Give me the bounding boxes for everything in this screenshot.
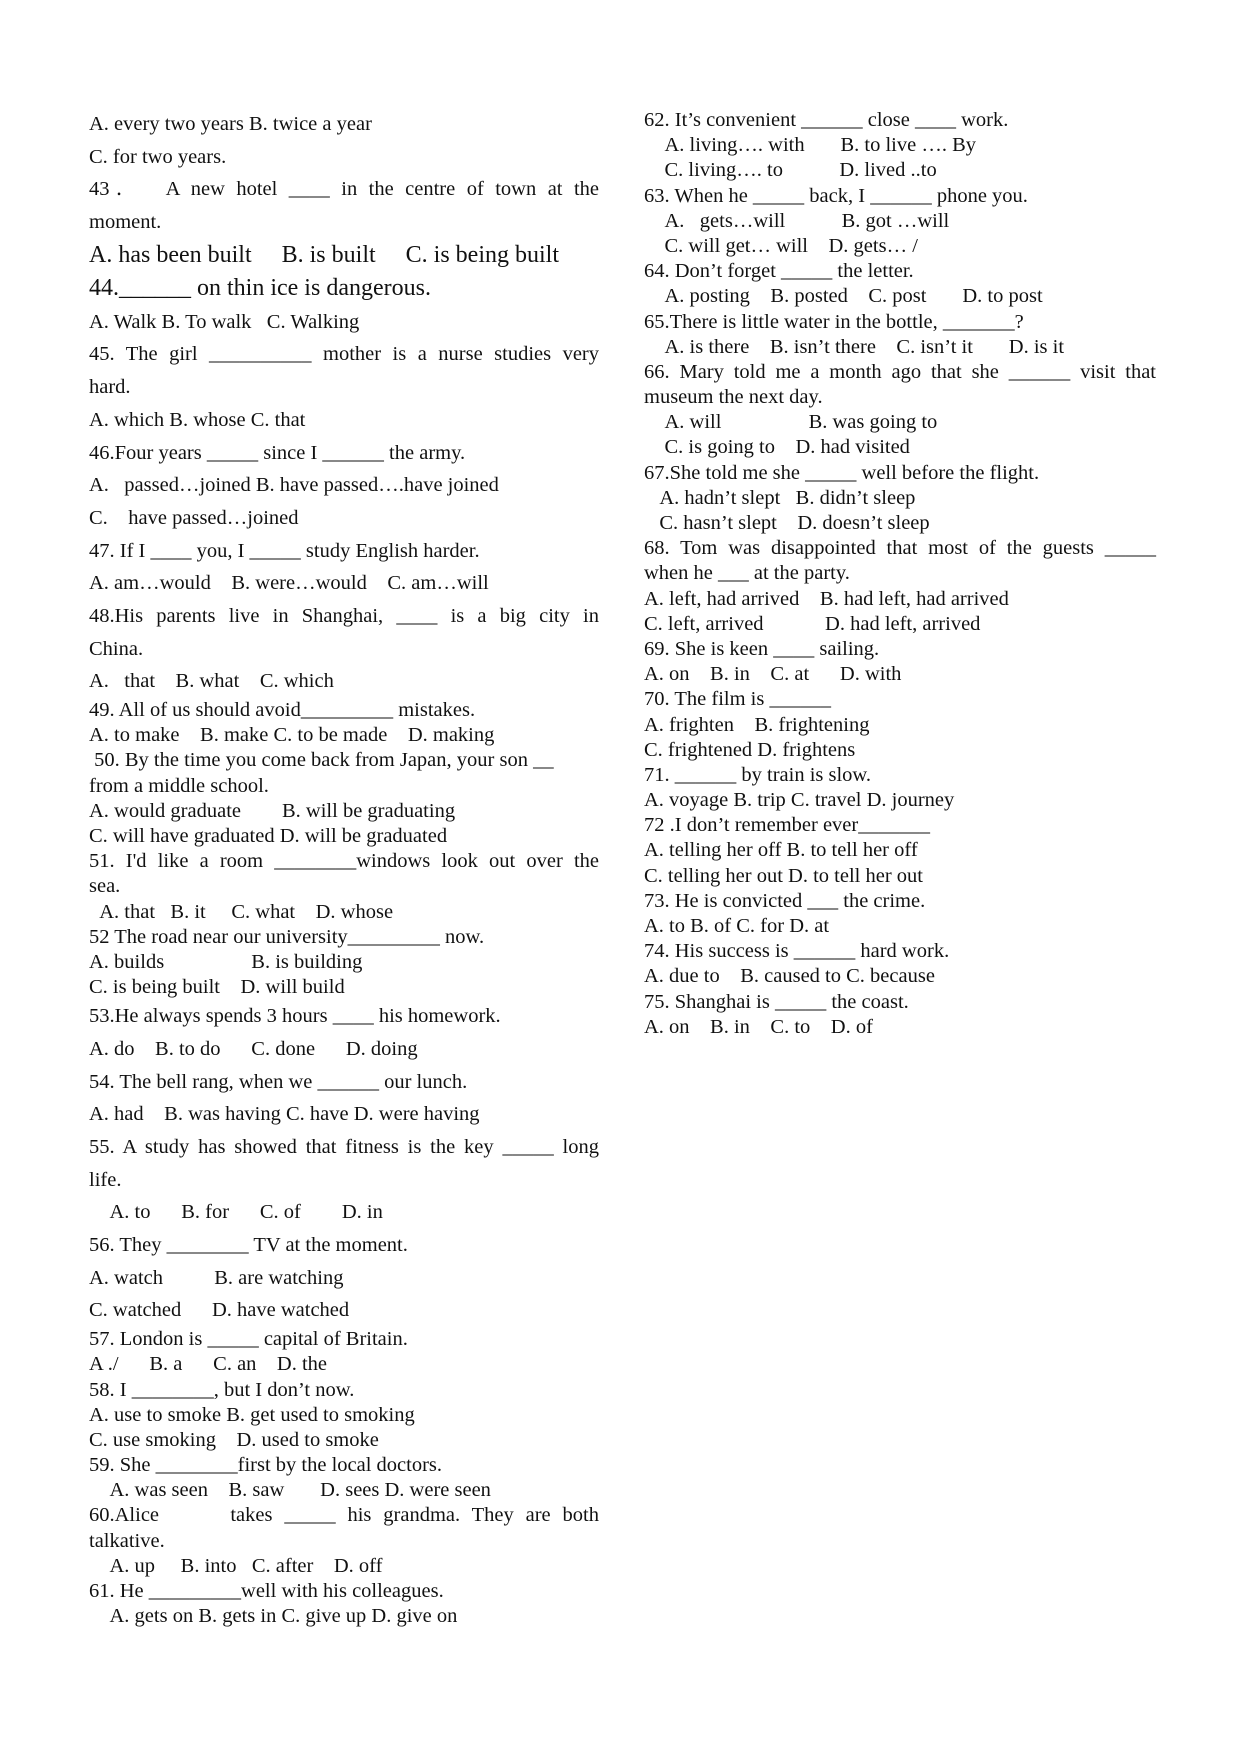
left-column — [89, 108, 599, 1629]
text-line: A. living…. with B. to live …. By — [644, 134, 976, 157]
text-line: A. passed…joined B. have passed….have joined — [89, 474, 499, 497]
text-line: A. telling her off B. to tell her off — [644, 839, 918, 862]
text-line: 61. He _________well with his colleagues. — [89, 1580, 444, 1602]
text-line: C. have passed…joined — [89, 506, 299, 529]
text-line: 73. He is convicted ___ the crime. — [644, 889, 926, 912]
text-line: 67.She told me she _____ well before the flight. — [644, 461, 1040, 484]
right-column — [644, 108, 1156, 1040]
text-line: C. living…. to D. lived ..to — [644, 159, 937, 182]
text-line: A. has been built B. is built C. is being built — [89, 241, 559, 268]
text-line: 68. Tom was disappointed that most of the guests _____ — [644, 537, 1156, 560]
text-line: 59. She ________first by the local doctors. — [89, 1454, 443, 1477]
text-line: moment. — [89, 211, 162, 234]
text-line: 63. When he _____ back, I ______ phone you. — [644, 184, 1028, 207]
text-line: A. due to B. caused to C. because — [644, 965, 935, 988]
text-line: C. left, arrived D. had left, arrived — [644, 612, 981, 635]
text-line: 56. They ________ TV at the moment. — [89, 1234, 408, 1257]
text-line: 64. Don’t forget _____ the letter. — [644, 260, 914, 283]
text-line: sea. — [89, 875, 121, 898]
text-line: hard. — [89, 376, 131, 399]
text-line: 45. The girl __________ mother is a nurse studies very — [89, 343, 599, 366]
text-line: A. am…would B. were…would C. am…will — [89, 572, 489, 595]
text-line: 75. Shanghai is _____ the coast. — [644, 990, 909, 1013]
text-line: life. — [89, 1168, 122, 1191]
text-line: C. hasn’t slept D. doesn’t sleep — [644, 512, 930, 534]
text-line: 49. All of us should avoid_________ mistakes. — [89, 699, 476, 721]
text-line: 44.______ on thin ice is dangerous. — [89, 275, 431, 302]
text-line: 52 The road near our university_________ now. — [89, 925, 485, 948]
text-line: A. frighten B. frightening — [644, 713, 870, 736]
text-line: A. up B. into C. after D. off — [89, 1554, 383, 1577]
text-line: C. use smoking D. used to smoke — [89, 1428, 379, 1451]
text-line: A. will B. was going to — [644, 411, 938, 434]
text-line: C. for two years. — [89, 145, 227, 168]
text-line: 71. ______ by train is slow. — [644, 763, 872, 786]
text-line: A. gets…will B. got …will — [644, 209, 950, 232]
text-line: A. on B. in C. to D. of — [644, 1015, 873, 1038]
text-line: 50. By the time you come back from Japan, your son __ — [89, 749, 554, 772]
text-line: 51. I'd like a room ________windows look out over the — [89, 850, 599, 873]
text-line: 74. His success is ______ hard work. — [644, 940, 950, 963]
text-line: A. voyage B. trip C. travel D. journey — [644, 789, 955, 812]
text-line: A. left, had arrived B. had left, had arrived — [644, 587, 1009, 610]
text-line: 58. I ________, but I don’t now. — [89, 1378, 355, 1401]
text-line: A. watch B. are watching — [89, 1266, 344, 1289]
text-line: A. was seen B. saw D. sees D. were seen — [89, 1479, 491, 1502]
text-line: A. to B. for C. of D. in — [89, 1201, 383, 1224]
text-line: A. Walk B. To walk C. Walking — [89, 310, 360, 333]
text-line: A. use to smoke B. get used to smoking — [89, 1403, 415, 1426]
text-line: China. — [89, 637, 144, 660]
text-line: 72 .I don’t remember ever_______ — [644, 814, 930, 837]
text-line: C. frightened D. frightens — [644, 738, 856, 761]
text-line: when he ___ at the party. — [644, 562, 850, 585]
text-line: C. watched D. have watched — [89, 1299, 350, 1322]
text-line: A. every two years B. twice a year — [89, 113, 372, 135]
text-line: A. to make B. make C. to be made D. making — [89, 724, 495, 747]
text-line: 48.His parents live in Shanghai, ____ is a big city in — [89, 604, 599, 627]
text-line: 57. London is _____ capital of Britain. — [89, 1328, 408, 1351]
text-line: A. is there B. isn’t there C. isn’t it D. is it — [644, 335, 1065, 358]
text-line: C. will have graduated D. will be graduated — [89, 824, 448, 847]
text-line: C. is being built D. will build — [89, 976, 345, 999]
text-line: C. is going to D. had visited — [644, 436, 910, 459]
text-line: A. to B. of C. for D. at — [644, 915, 830, 937]
text-line: 46.Four years _____ since I ______ the army. — [89, 441, 466, 464]
text-line: 55. A study has showed that fitness is the key _____ long — [89, 1136, 599, 1158]
text-line: 70. The film is ______ — [644, 688, 831, 711]
text-line: A. would graduate B. will be graduating — [89, 799, 456, 822]
text-line: 62. It’s convenient ______ close ____ work. — [644, 109, 1009, 131]
text-line: 54. The bell rang, when we ______ our lunch. — [89, 1070, 468, 1093]
text-line: A. had B. was having C. have D. were having — [89, 1103, 480, 1126]
text-line: A. that B. it C. what D. whose — [89, 900, 394, 923]
text-line: from a middle school. — [89, 774, 269, 797]
text-line: A. posting B. posted C. post D. to post — [644, 285, 1043, 308]
text-line: 43． A new hotel ____ in the centre of town at the — [89, 178, 599, 201]
text-line: A ./ B. a C. an D. the — [89, 1353, 328, 1376]
text-line: 53.He always spends 3 hours ____ his homework. — [89, 1005, 501, 1028]
text-line: A. hadn’t slept B. didn’t sleep — [644, 486, 916, 509]
text-line: A. which B. whose C. that — [89, 408, 306, 431]
text-line: 65.There is little water in the bottle, _______? — [644, 310, 1024, 333]
text-line: 69. She is keen ____ sailing. — [644, 637, 880, 660]
text-line: talkative. — [89, 1529, 165, 1552]
text-line: 47. If I ____ you, I _____ study English harder. — [89, 539, 480, 562]
text-line: A. that B. what C. which — [89, 670, 334, 693]
text-line: A. do B. to do C. done D. doing — [89, 1037, 418, 1060]
text-line: 66. Mary told me a month ago that she ______ visit that — [644, 360, 1156, 383]
text-line: C. will get… will D. gets… / — [644, 234, 918, 257]
text-line: museum the next day. — [644, 386, 823, 409]
text-line: A. gets on B. gets in C. give up D. give on — [89, 1605, 458, 1628]
text-line: C. telling her out D. to tell her out — [644, 864, 923, 887]
text-line: A. on B. in C. at D. with — [644, 663, 902, 686]
text-line: 60.Alice takes _____ his grandma. They are both — [89, 1504, 599, 1527]
text-line: A. builds B. is building — [89, 950, 363, 973]
